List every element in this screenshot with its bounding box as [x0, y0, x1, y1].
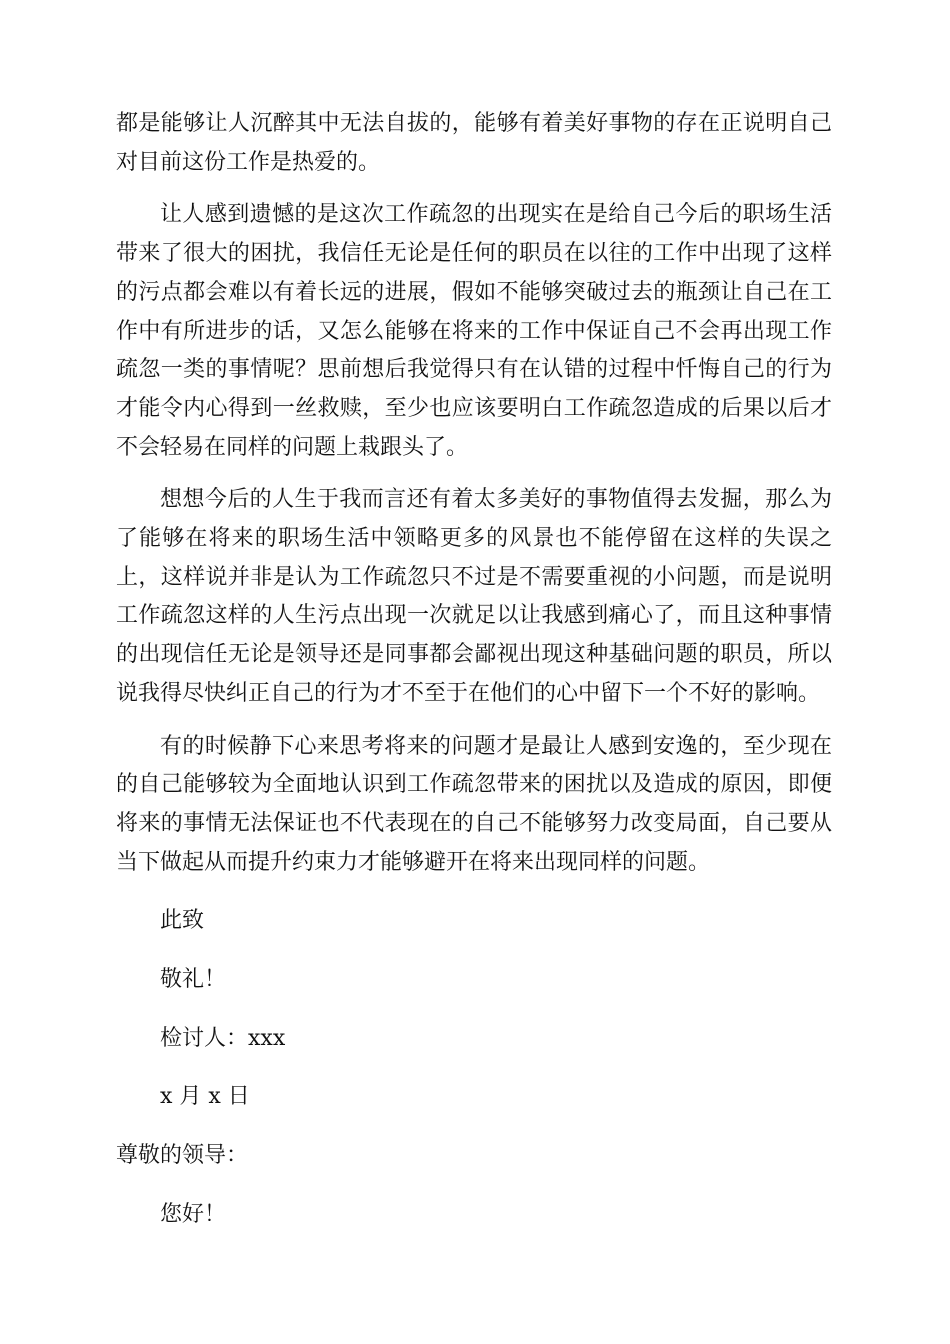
document-page — [116, 105, 832, 1235]
paragraph-3: 想想今后的人生于我而言还有着太多美好的事物值得去发掘，那么为了能够在将来的职场生活中领略更多的风景也不能停留在这样的失误之上，这样说并非是认为工作疏忽只不过是不需要重视的小问题，而是说明工作疏忽这样的人生污点出现一次就足以让我感到痛心了，而且这种事情的出现信任无论是领导还是同事都会鄙视出现这种基础问题的职员，所以说我得尽快纠正自己的行为才不至于在他们的心中留下一个不好的影响。 — [116, 487, 832, 706]
paragraph-4: 有的时候静下心来思考将来的问题才是最让人感到安逸的，至少现在的自己能够较为全面地认识到工作疏忽带来的困扰以及造成的原因，即便将来的事情无法保证也不代表现在的自己不能够努力改变局面，自己要从当下做起从而提升约束力才能够避开在将来出现同样的问题。 — [116, 733, 832, 875]
greeting: 您好！ — [160, 1201, 227, 1227]
closing-salutation: 此致 — [160, 908, 205, 934]
greeting-to: 尊敬的领导： — [116, 1143, 249, 1169]
date: x 月 x 日 — [160, 1084, 250, 1110]
signer: 检讨人：xxx — [160, 1025, 286, 1051]
closing-regards: 敬礼！ — [160, 967, 227, 993]
paragraph-2: 让人感到遗憾的是这次工作疏忽的出现实在是给自己今后的职场生活带来了很大的困扰，我信任无论是任何的职员在以往的工作中出现了这样的污点都会难以有着长远的进展，假如不能够突破过去的瓶颈让自己在工作中有所进步的话，又怎么能够在将来的工作中保证自己不会再出现工作疏忽一类的事情呢？思前想后我觉得只有在认错的过程中忏悔自己的行为才能令内心得到一丝救赎，至少也应该要明白工作疏忽造成的后果以后才不会轻易在同样的问题上栽跟头了。 — [116, 202, 832, 460]
paragraph-1: 都是能够让人沉醉其中无法自拔的，能够有着美好事物的存在正说明自己对目前这份工作是热爱的。 — [116, 111, 832, 175]
